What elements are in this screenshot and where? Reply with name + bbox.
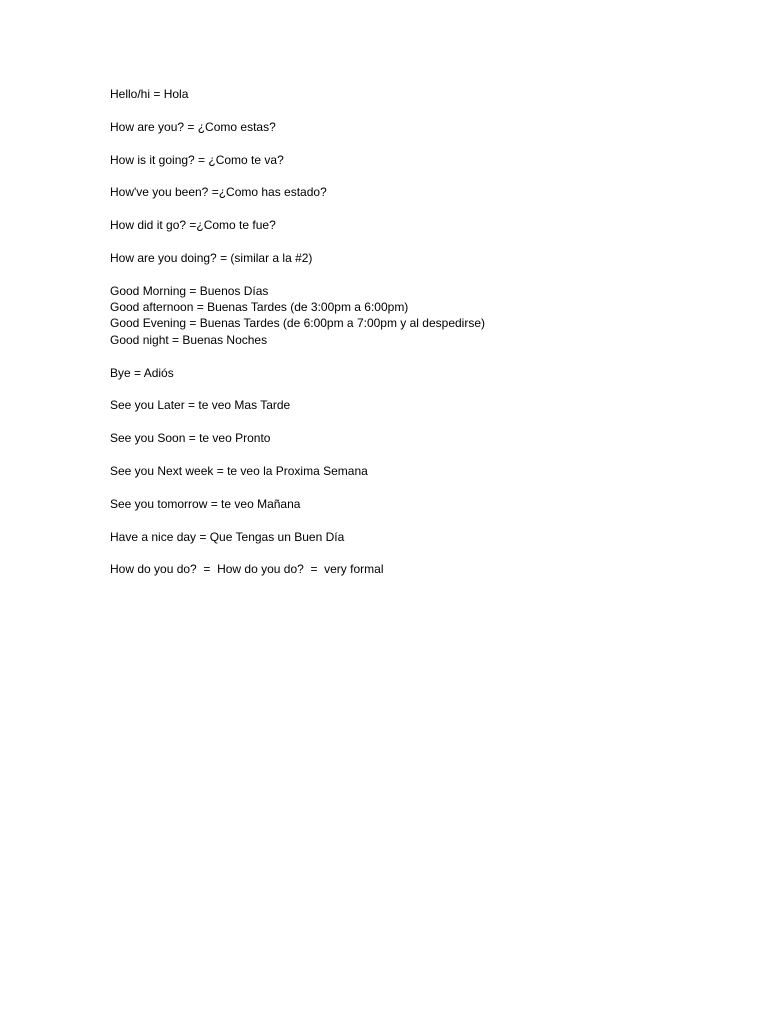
phrase-line: How is it going? = ¿Como te va? (110, 152, 284, 167)
blank-line (110, 512, 730, 528)
phrase-line: How do you do? = How do you do? = very formal (110, 562, 384, 577)
phrase-line: How are you? = ¿Como estas? (110, 119, 276, 134)
phrase-line: How did it go? =¿Como te fue? (110, 218, 276, 233)
blank-line (110, 348, 730, 364)
phrase-line: See you Later = te veo Mas Tarde (110, 398, 291, 413)
phrase-line: How are you doing? = (similar a la #2) (110, 250, 313, 265)
blank-line (110, 234, 730, 250)
blank-line (110, 201, 730, 217)
phrase-line: Bye = Adiós (110, 365, 174, 380)
blank-line (110, 381, 730, 397)
blank-line (110, 479, 730, 495)
blank-line (110, 168, 730, 184)
phrase-line: Good afternoon = Buenas Tardes (de 3:00pm a 6:00pm) (110, 300, 409, 315)
phrase-line: Have a nice day = Que Tengas un Buen Día (110, 529, 345, 544)
blank-line (110, 447, 730, 463)
blank-line (110, 414, 730, 430)
phrase-line: Good Morning = Buenos Días (110, 283, 269, 298)
blank-line (110, 102, 730, 118)
phrase-line: Hello/hi = Hola (110, 87, 189, 101)
document-body (110, 86, 730, 578)
blank-line (110, 266, 730, 282)
phrase-line: How've you been? =¿Como has estado? (110, 185, 327, 200)
phrase-line: Good Evening = Buenas Tardes (de 6:00pm a 7:00pm y al despedirse) (110, 316, 486, 331)
blank-line (110, 545, 730, 561)
phrase-line: See you Soon = te veo Pronto (110, 431, 271, 446)
phrase-line: See you tomorrow = te veo Mañana (110, 496, 301, 511)
blank-line (110, 135, 730, 151)
phrase-line: See you Next week = te veo la Proxima Semana (110, 463, 368, 478)
phrase-line: Good night = Buenas Noches (110, 332, 268, 347)
